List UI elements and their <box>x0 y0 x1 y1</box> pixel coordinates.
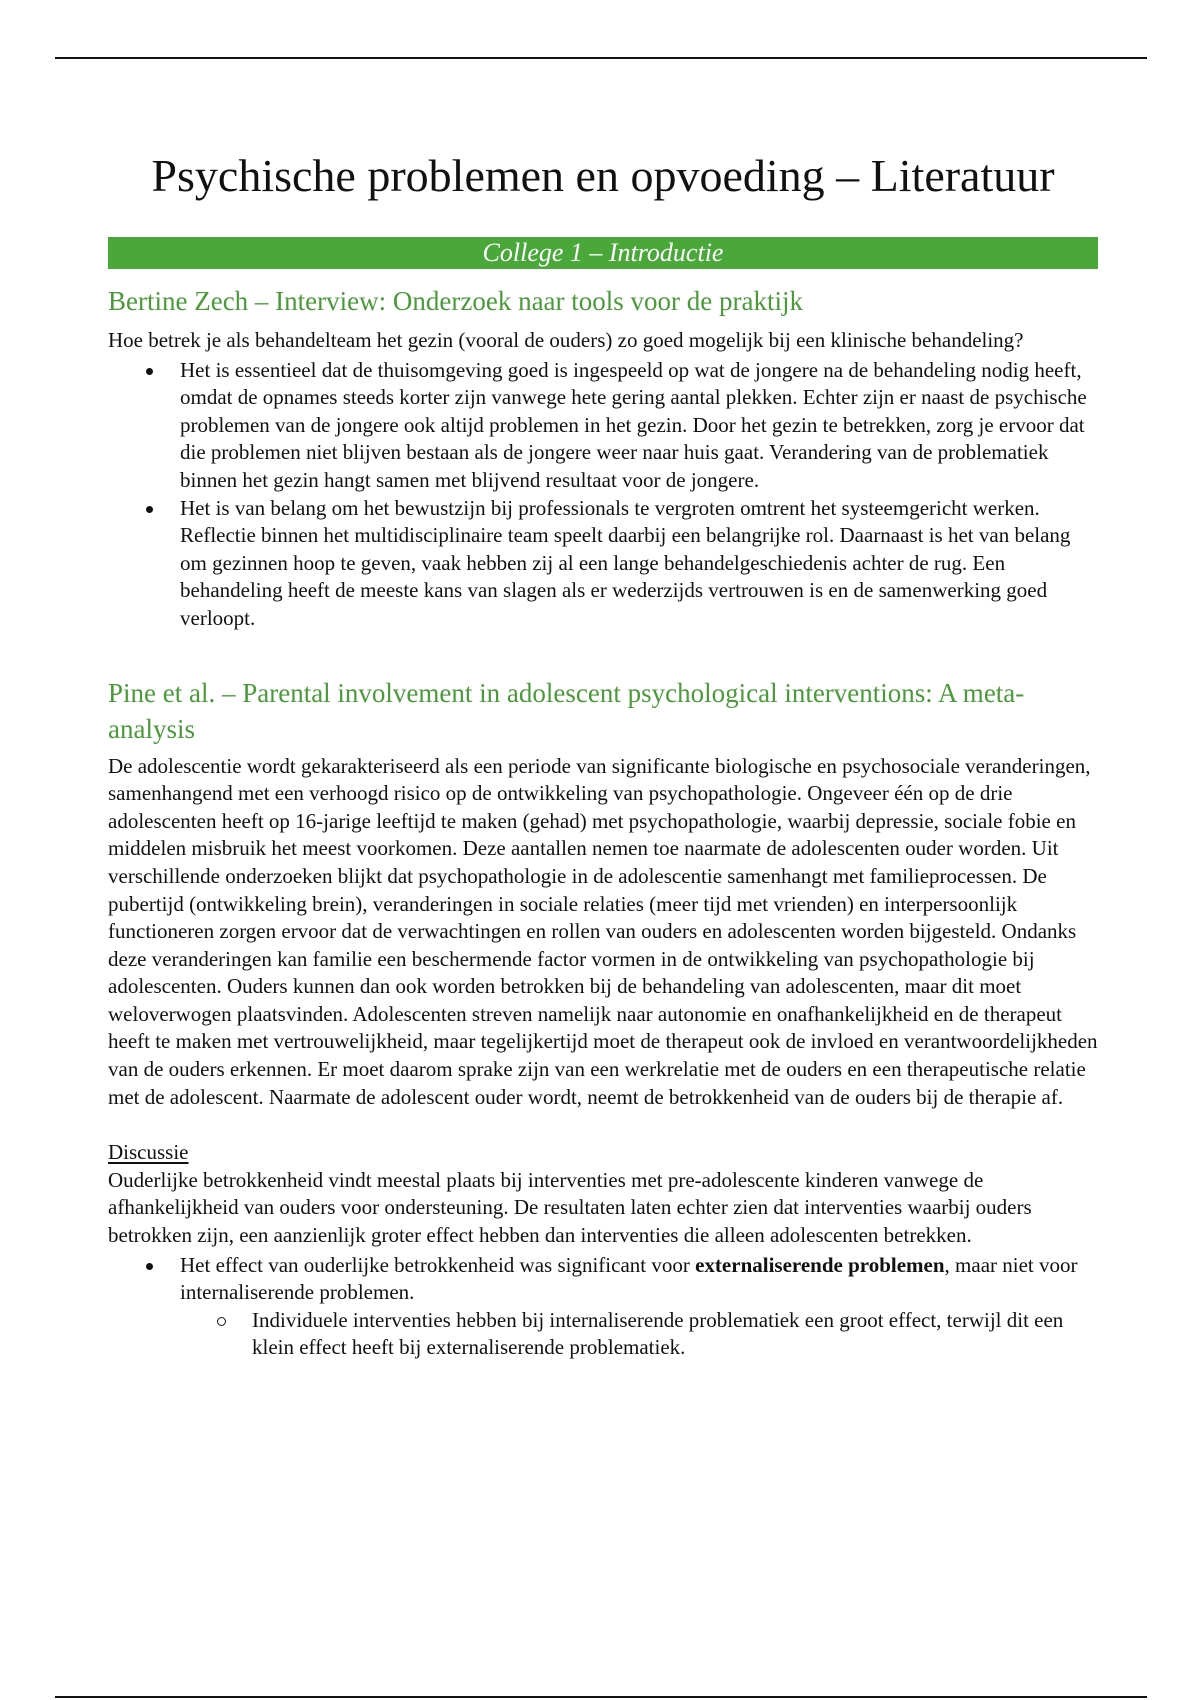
bottom-rule <box>55 1696 1147 1698</box>
bullet-icon <box>146 506 153 513</box>
document-title: Psychische problemen en opvoeding – Literatuur <box>151 150 1055 201</box>
list-item <box>108 357 1098 495</box>
bullet-list-pine <box>108 1252 1098 1362</box>
bullet-list-zech <box>108 357 1098 633</box>
list-item <box>108 495 1098 633</box>
list-item-text: Het is van belang om het bewustzijn bij professionals te vergroten omtrent het systeemgericht werken. Reflectie binnen het multidisciplinaire team speelt daarbij een belangrijke rol. Daarnaast is het van belang om gezinnen hoop te geven, vaak hebben zij al een lange behandelgeschiedenis achter de rug. Een behandeling heeft de meeste kans van slagen als er wederzijds vertrouwen is en de samenwerking goed verloopt. <box>180 495 1071 630</box>
document-body <box>108 283 1098 1362</box>
discussion-label-text: Discussie <box>108 1140 189 1165</box>
top-rule <box>55 57 1147 59</box>
emphasis-text: externaliserende problemen <box>695 1252 945 1277</box>
bullet-icon <box>146 368 153 375</box>
sub-list-item <box>180 1307 1098 1362</box>
sub-list-item-text: Individuele interventies hebben bij internaliserende problematiek een groot effect, terwijl dit een klein effect heeft bij externaliserende problematiek. <box>252 1307 1064 1360</box>
sub-bullet-list <box>180 1307 1098 1362</box>
list-item-text-pre: Het effect van ouderlijke betrokkenheid was significant voor <box>180 1252 696 1277</box>
hollow-bullet-icon <box>217 1317 226 1326</box>
section-band: College 1 – Introductie <box>108 237 1098 269</box>
list-item <box>108 1252 1098 1362</box>
intro-question: Hoe betrek je als behandelteam het gezin (vooral de ouders) zo goed mogelijk bij een klinische behandeling? <box>108 328 1024 352</box>
section-heading-zech: Bertine Zech – Interview: Onderzoek naar tools voor de praktijk <box>108 286 803 316</box>
section-heading-pine: Pine et al. – Parental involvement in adolescent psychological interventions: A meta-analysis <box>108 677 1025 744</box>
bullet-icon <box>146 1263 153 1270</box>
discussion-label <box>108 1139 1098 1167</box>
list-item-text: Het is essentieel dat de thuisomgeving goed is ingespeeld op wat de jongere na de behandeling nodig heeft, omdat de opnames steeds korter zijn vanwege hete gering aantal plekken. Echter zijn er naast de psychische problemen van de jongere ook altijd problemen in het gezin. Door het gezin te betrekken, zorg je ervoor dat die problemen niet blijven bestaan als de jongere weer naar huis gaat. Verandering van de problematiek binnen het gezin hangt samen met blijvend resultaat voor de jongere. <box>180 357 1087 492</box>
body-paragraph: De adolescentie wordt gekarakteriseerd als een periode van significante biologische en psychosociale veranderingen, samenhangend met een verhoogd risico op de ontwikkeling van psychopathologie. Ongeveer één op de drie adolescenten heeft op 16-jarige leeftijd te maken (gehad) met psychopathologie, waarbij depressie, sociale fobie en middelen misbruik het meest voorkomen. Deze aantallen nemen toe naarmate de adolescenten ouder worden. Uit verschillende onderzoeken blijkt dat psychopathologie in de adolescentie samenhangt met familieprocessen. De pubertijd (ontwikkeling brein), veranderingen in sociale relaties (meer tijd met vrienden) en interpersoonlijk functioneren zorgen ervoor dat de verwachtingen en rollen van ouders en adolescenten worden bijgesteld. Ondanks deze veranderingen kan familie een beschermende factor vormen in de ontwikkeling van psychopathologie bij adolescenten. Ouders kunnen dan ook worden betrokken bij de behandeling van adolescenten, maar dit moet weloverwogen plaatsvinden. Adolescenten streven namelijk naar autonomie en onafhankelijkheid en de therapeut heeft te maken met vertrouwelijkheid, maar tegelijkertijd moet de therapeut ook de invloed en verantwoordelijkheden van de ouders erkennen. Er moet daarom sprake zijn van een werkrelatie met de ouders en een therapeutische relatie met de adolescent. Naarmate de adolescent ouder wordt, neemt de betrokkenheid van de ouders bij de therapie af. <box>108 753 1098 1109</box>
list-item-text-post: , maar niet voor internaliserende problemen. <box>180 1252 1078 1305</box>
discussion-paragraph: Ouderlijke betrokkenheid vindt meestal plaats bij interventies met pre-adolescente kinderen vanwege de afhankelijkheid van ouders voor ondersteuning. De resultaten laten echter zien dat interventies waarbij ouders betrokken zijn, een aanzienlijk groter effect hebben dan interventies die alleen adolescenten betrekken. <box>108 1167 1032 1248</box>
